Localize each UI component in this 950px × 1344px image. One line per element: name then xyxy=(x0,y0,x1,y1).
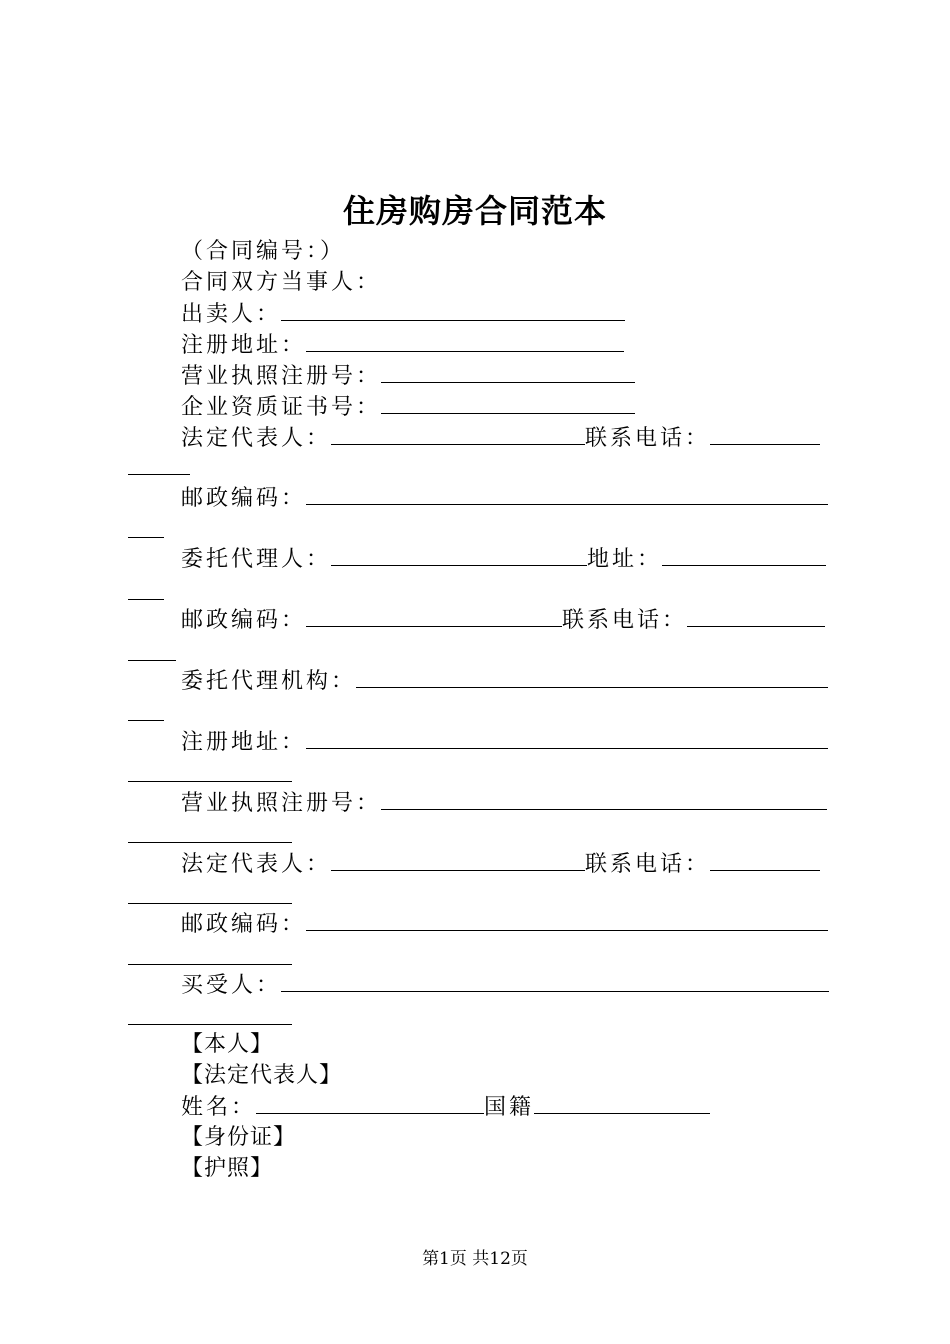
agent-phone-label: 联系电话： xyxy=(562,608,688,633)
seller-postcode-field[interactable] xyxy=(306,484,828,505)
underline-continuation xyxy=(128,660,176,661)
seller-legal-rep-label: 法定代表人： xyxy=(181,426,332,451)
parties-heading: 合同双方当事人： xyxy=(181,270,382,295)
seller-legal-rep-row xyxy=(181,424,820,453)
agency-legal-rep-label: 法定代表人： xyxy=(181,852,332,877)
agent-row xyxy=(181,545,826,574)
agency-phone-field[interactable] xyxy=(710,850,820,871)
agency-postcode-label: 邮政编码： xyxy=(181,912,307,937)
buyer-row xyxy=(181,971,829,1000)
agent-label: 委托代理人： xyxy=(181,547,332,572)
agency-field[interactable] xyxy=(356,667,828,688)
agency-postcode-field[interactable] xyxy=(306,910,828,931)
name-field[interactable] xyxy=(256,1093,484,1114)
seller-address-label: 注册地址： xyxy=(181,333,307,358)
underline-continuation xyxy=(128,599,164,600)
option-passport: 【护照】 xyxy=(181,1156,274,1181)
seller-license-label: 营业执照注册号： xyxy=(181,364,382,389)
buyer-field[interactable] xyxy=(281,971,829,992)
seller-label: 出卖人： xyxy=(181,302,282,327)
document-title: 住房购房合同范本 xyxy=(342,192,607,230)
agency-license-field[interactable] xyxy=(381,789,827,810)
seller-address-field[interactable] xyxy=(306,331,624,352)
name-row xyxy=(181,1093,710,1122)
page-footer: 第1页 共12页 xyxy=(422,1249,528,1269)
agent-address-field[interactable] xyxy=(662,545,826,566)
agent-field[interactable] xyxy=(331,545,587,566)
seller-postcode-row xyxy=(181,484,828,513)
underline-continuation xyxy=(128,474,190,475)
agency-license-row xyxy=(181,789,827,818)
seller-field[interactable] xyxy=(281,300,625,321)
option-legal-rep: 【法定代表人】 xyxy=(181,1063,343,1088)
agent-postcode-label: 邮政编码： xyxy=(181,608,307,633)
agency-license-label: 营业执照注册号： xyxy=(181,791,382,816)
underline-continuation xyxy=(128,781,292,782)
seller-qualification-field[interactable] xyxy=(381,393,635,414)
name-label: 姓名： xyxy=(181,1095,257,1120)
seller-row xyxy=(181,300,625,329)
agent-postcode-field[interactable] xyxy=(306,606,562,627)
underline-continuation xyxy=(128,842,292,843)
agency-row xyxy=(181,667,828,696)
underline-continuation xyxy=(128,720,164,721)
seller-legal-rep-field[interactable] xyxy=(331,424,585,445)
agency-address-field[interactable] xyxy=(306,728,828,749)
underline-continuation xyxy=(128,903,292,904)
seller-license-row xyxy=(181,362,635,391)
buyer-label: 买受人： xyxy=(181,973,282,998)
nationality-label: 国籍 xyxy=(484,1095,535,1120)
seller-qualification-row xyxy=(181,393,635,422)
agency-address-row xyxy=(181,728,828,757)
agency-phone-label: 联系电话： xyxy=(585,852,711,877)
underline-continuation xyxy=(128,537,164,538)
option-self: 【本人】 xyxy=(181,1032,274,1057)
agency-address-label: 注册地址： xyxy=(181,730,307,755)
agency-label: 委托代理机构： xyxy=(181,669,357,694)
contract-number: （合同编号：） xyxy=(181,239,346,264)
agency-postcode-row xyxy=(181,910,828,939)
seller-qualification-label: 企业资质证书号： xyxy=(181,395,382,420)
agent-postcode-row xyxy=(181,606,825,635)
nationality-field[interactable] xyxy=(534,1093,710,1114)
agent-phone-field[interactable] xyxy=(687,606,825,627)
underline-continuation xyxy=(128,964,292,965)
option-id-card: 【身份证】 xyxy=(181,1125,297,1150)
seller-license-field[interactable] xyxy=(381,362,635,383)
seller-postcode-label: 邮政编码： xyxy=(181,486,307,511)
underline-continuation xyxy=(128,1024,292,1025)
seller-phone-label: 联系电话： xyxy=(585,426,711,451)
agency-legal-rep-row xyxy=(181,850,820,879)
seller-address-row xyxy=(181,331,624,360)
agent-address-label: 地址： xyxy=(587,547,663,572)
seller-phone-field[interactable] xyxy=(710,424,820,445)
agency-legal-rep-field[interactable] xyxy=(331,850,585,871)
